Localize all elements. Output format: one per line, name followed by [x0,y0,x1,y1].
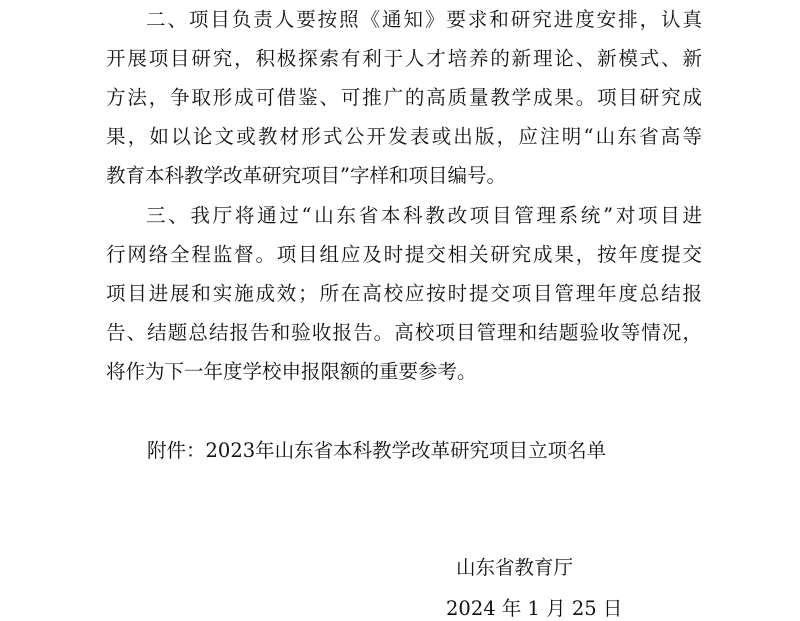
paragraph-3-line-5: 将作为下一年度学校申报限额的重要参考。 [106,360,477,383]
paragraph-2-line-4: 果，如以论文或教材形式公开发表或出版，应注明“山东省高等 [106,125,702,148]
paragraph-2-line-5: 教育本科教学改革研究项目”字样和项目编号。 [106,164,506,187]
paragraph-3-line-4: 告、结题总结报告和验收报告。高校项目管理和结题验收等情况， [106,321,702,344]
paragraph-3-line-1: 三、我厅将通过“山东省本科教改项目管理系统”对项目进 [146,204,702,227]
paragraph-3-line-3: 项目进展和实施成效；所在高校应按时提交项目管理年度总结报 [106,282,702,305]
attachment-line: 附件：2023年山东省本科教学改革研究项目立项名单 [147,439,607,462]
paragraph-2-line-2: 开展项目研究，积极探索有利于人才培养的新理论、新模式、新 [106,47,702,70]
paragraph-3-line-2: 行网络全程监督。项目组应及时提交相关研究成果，按年度提交 [106,243,702,266]
paragraph-2-line-1: 二、项目负责人要按照《通知》要求和研究进度安排，认真 [146,8,702,31]
signature-organization: 山东省教育厅 [456,556,574,579]
paragraph-2-line-3: 方法，争取形成可借鉴、可推广的高质量教学成果。项目研究成 [106,86,702,109]
signature-date: 2024 年 1 月 25 日 [446,597,623,620]
